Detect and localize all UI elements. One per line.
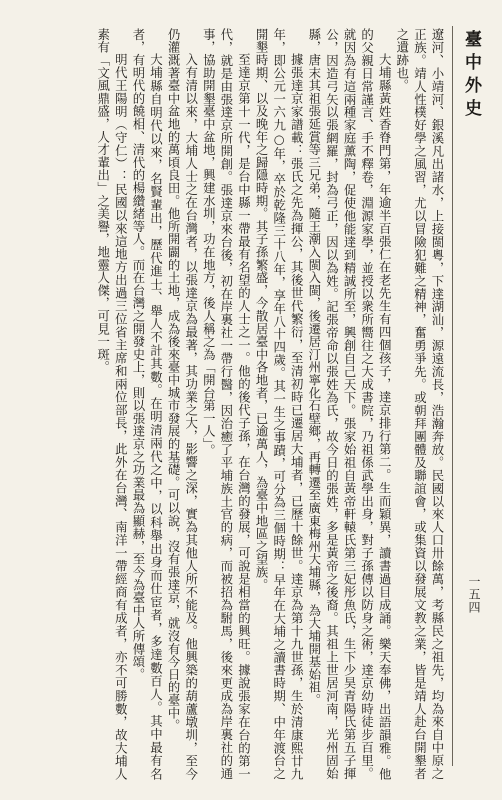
paragraph: 至達京第十一代，是台中縣一帶最有名望的人士之一。他的後代子孫，在台灣的發展，可說是相當的興旺。據說張家在台的第一代，就是由張達京所開創。張達京來台後，初在岸裏社一帶行醫，因治癒了平埔族土官的病，而被招為駙馬，後來更成為岸裏社的通事，協助開墾臺中盆地，興建水圳，功在地方，後人稱之為「開台第一人」。 (201, 28, 252, 780)
paragraph: 明代王陽明（守仁）：民國以來這地方出過三位省主席和兩位部長，此外在台灣、南洋一帶經商有成者，亦不可勝數，故大埔人素有「文風鼎盛，人才輩出」之美譽，地靈人傑，可見一斑。 (95, 28, 129, 780)
paragraph: 遼河、小靖河、銀溪凡出諸水，上接閩粵，下達湖汕，源遠流長，浩瀚奔放。民國以來人口卅餘萬，考縣民之祖先，均為來自中原之正族。靖人性樸好學之風習，尤以冒險犯難之精神，奮勇爭先。或朝拜團體及聯誼會，或集資以發展文教之業，皆是靖人赴台開墾者之遺跡也。 (394, 28, 445, 780)
paragraph: 入有清以來，大埔人士之在台灣者，以張達京為最著，其功業之大，影響之深，實為其他人所不能及。他興築的葫蘆墩圳，至今仍灌溉著臺中盆地的萬頃良田。他所開闢的土地，成為後來臺中城市發展的基礎。可以說，沒有張達京，就沒有今日的臺中。 (166, 28, 199, 780)
body-text (12, 28, 446, 780)
page-header-title: 臺中外史 (461, 30, 481, 122)
paragraph: 大埔縣黃姓香脊門第，年逾半百張仁在老先生有四個孩子，達京排行第二。生而穎異，讀書過目成誦。樂天奉佛，出語韻雅。他的父親日常謹言、手不釋卷，淵源家學，並授以衆所嚮往之大成書院，乃祖係武學出身，對子孫傳以防身之術，達京幼時徒步百里。就因為有這兩種家庭薰陶，促使他能達到精誠所至，興創自己天下。張家始祖自黃帝軒轅氏第三妃彤魚氏，生下少昊青陽氏第五子揮公，因造弓矢以張網羅，封為弓正，因以為姓。記張帝命以張姓為氏，故今日的張姓，多是黃帝之後裔。其祖上世居河南，光州固始縣，唐末其祖張延賞等三兄弟，隨王潮入閩入閩，後遷居汀州寧化石壁鄉，再轉遷至廣東梅州大埔縣，為大埔開基始祖。 (306, 28, 393, 780)
paragraph: 大埔縣自明代以來，名賢輩出，歷代進士、舉人不計其數。在明清兩代之中，以科舉出身而仕宦者，多達數百人。其中最有名者，有明代的饒相、清代的楊纘緒等人。而在台灣之開發史上，則以張達京之功業最為顯赫，至今為臺中人所傳頌。 (130, 28, 164, 780)
header-rule (452, 26, 453, 766)
paragraph: 據張達京家譜載：張氏之先為揮公，其後世代繁衍，至清初時已遷居大埔者，已歷十餘世。達京為第十九世孫，生於清康熙廿九年，即公元一六九○年，卒於乾隆三十八年，享年八十四歲。其一生之事蹟，可分為三個時期：早年在大埔之讀書時期、中年渡台之開墾時期、以及晚年之歸隱時期。其子孫繁盛，今散居臺中各地者，已逾萬人，為臺中地區之望族。 (254, 28, 305, 780)
page-number: 一五四 (467, 575, 481, 614)
